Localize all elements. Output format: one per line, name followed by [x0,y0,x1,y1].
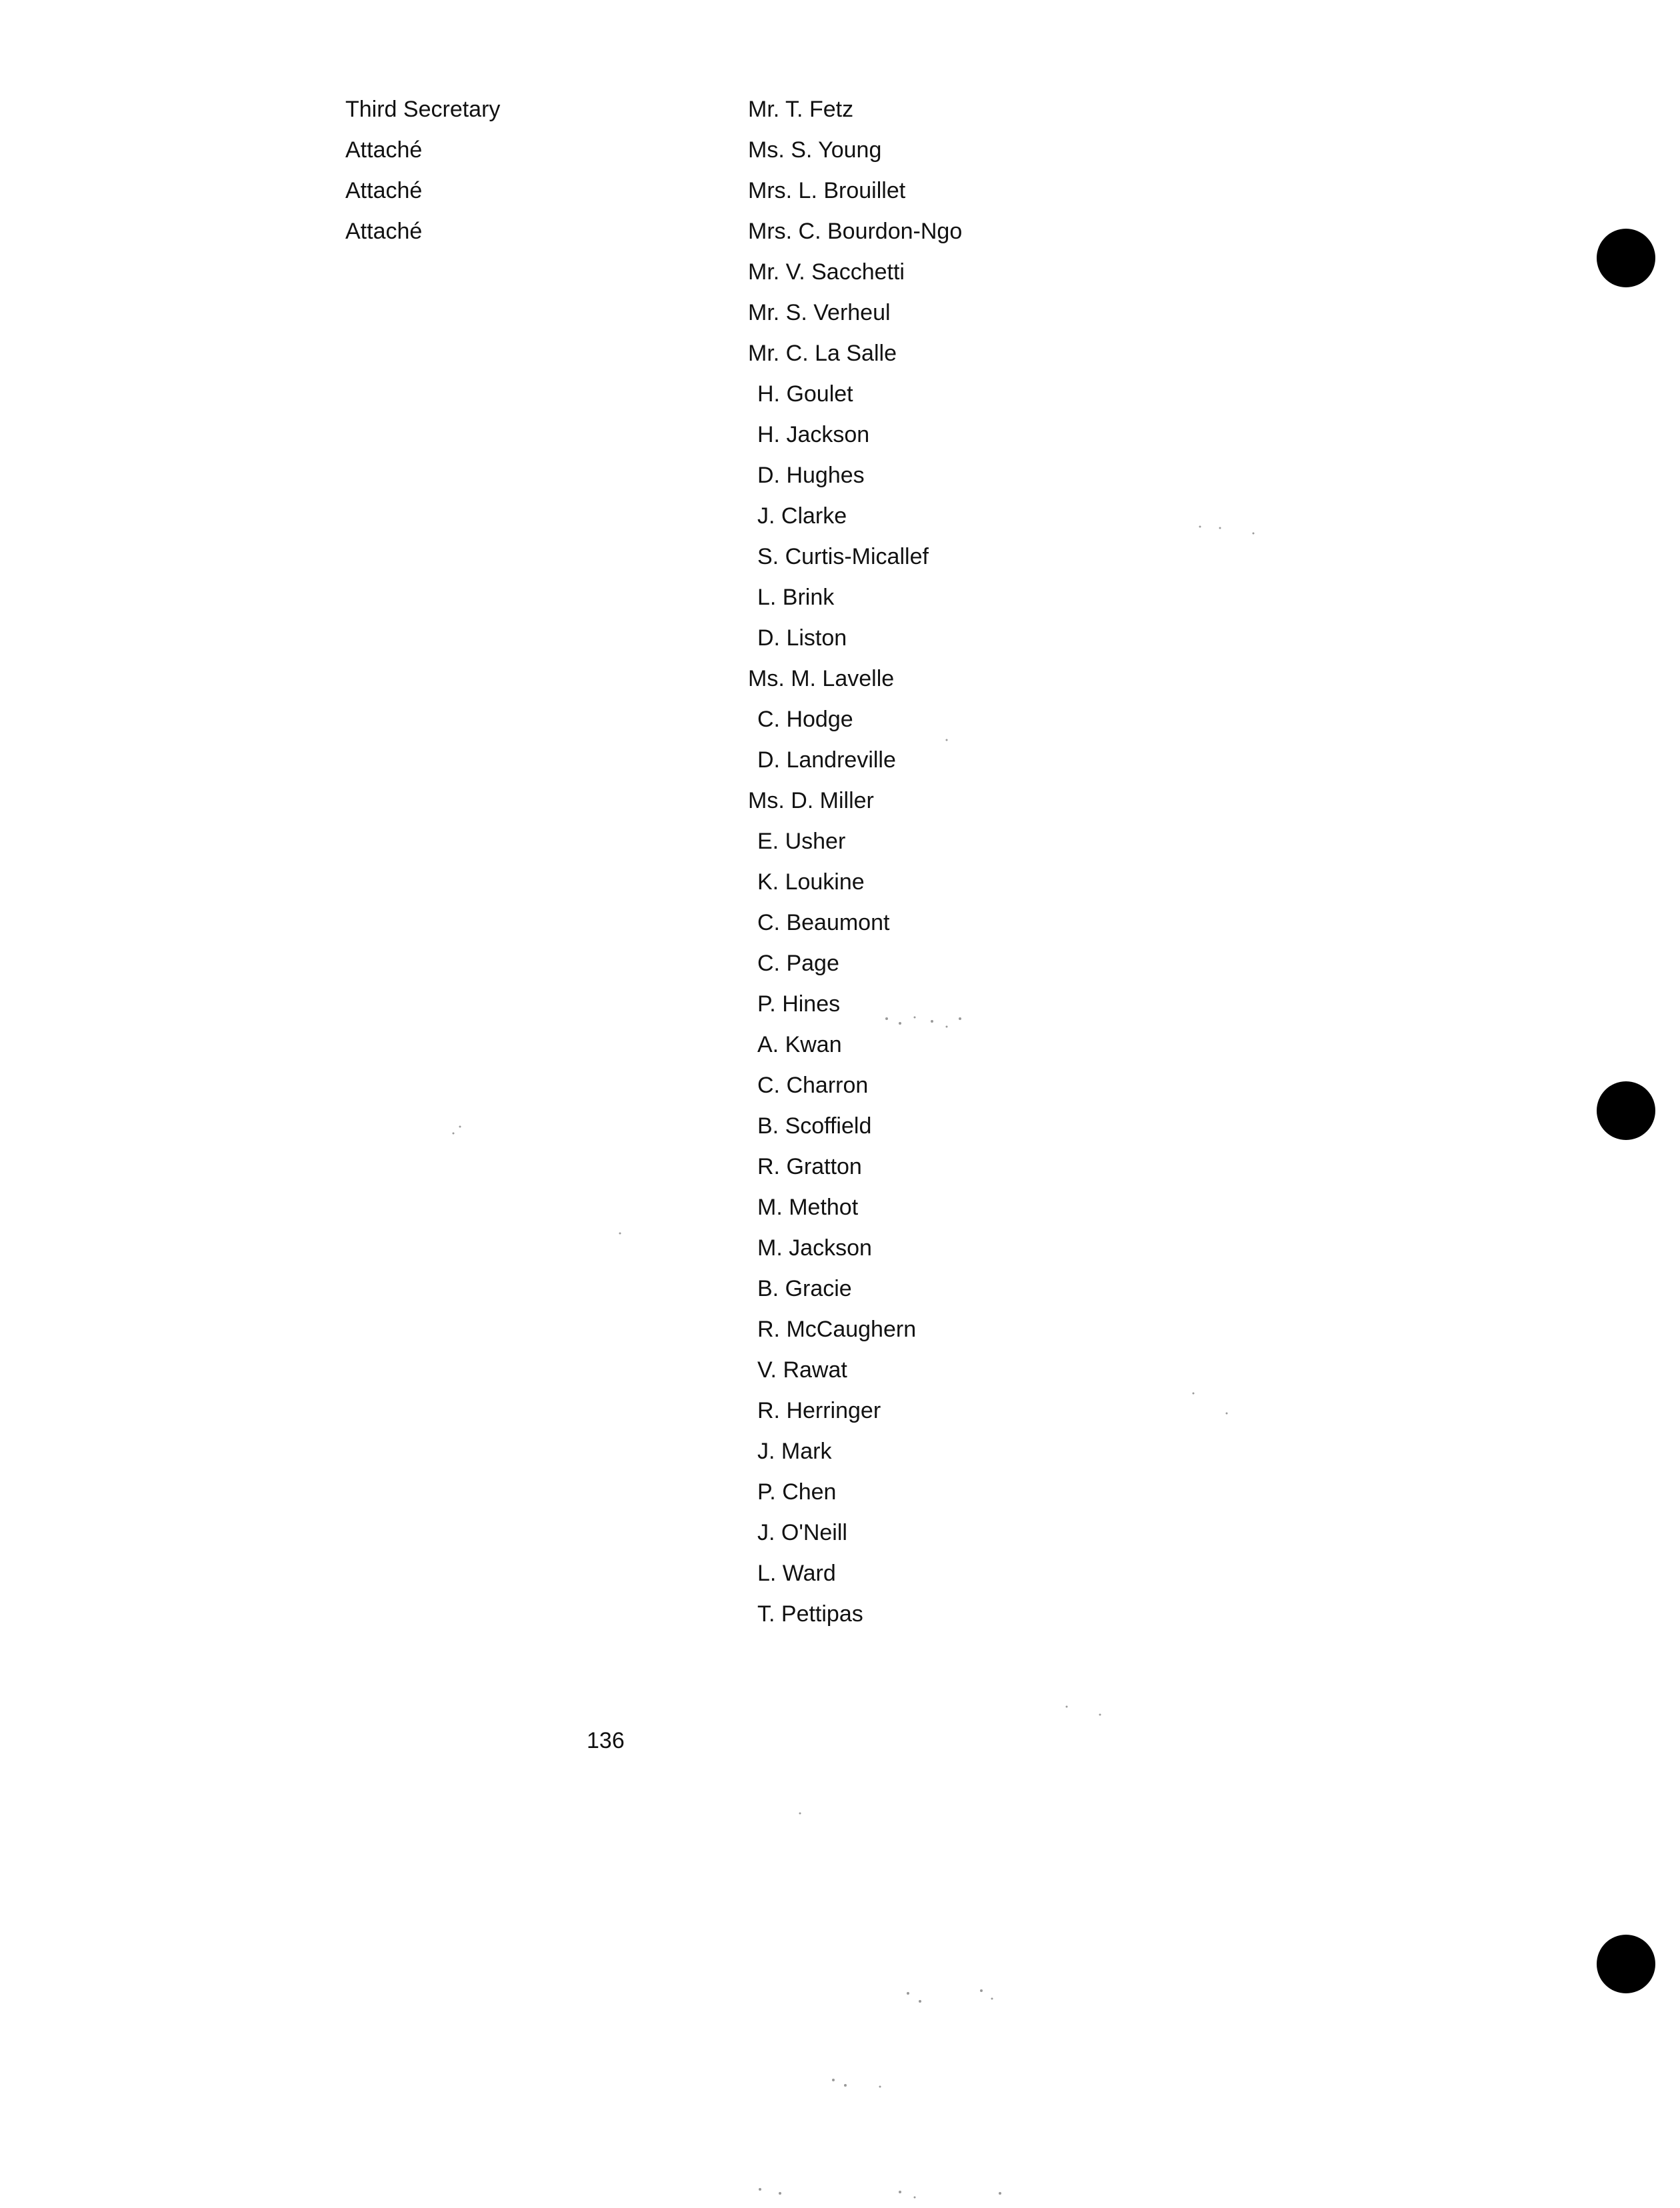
name-item: Mr. V. Sacchetti [748,259,905,285]
name-item: J. Mark [757,1439,832,1464]
name-item: Mr. T. Fetz [748,97,854,122]
name-item: C. Beaumont [757,910,890,935]
name-item: P. Hines [757,991,841,1017]
title-item: Attaché [345,178,423,203]
name-item: Ms. M. Lavelle [748,666,895,691]
name-item: B. Gracie [757,1276,852,1301]
name-item: Ms. D. Miller [748,788,874,813]
name-item: V. Rawat [757,1357,847,1383]
name-column [748,89,962,1635]
name-item: Mr. C. La Salle [748,341,897,366]
name-item: J. O'Neill [757,1520,847,1545]
name-item: L. Brink [757,585,835,610]
punch-hole-middle [1597,1081,1655,1140]
name-item: C. Page [757,951,839,976]
name-item: R. Herringer [757,1398,881,1423]
name-item: C. Charron [757,1073,869,1098]
punch-hole-top [1597,229,1655,287]
name-item: Ms. S. Young [748,137,882,163]
name-item: B. Scoffield [757,1113,872,1139]
name-item: D. Landreville [757,747,896,773]
punch-hole-bottom [1597,1935,1655,1993]
name-item: C. Hodge [757,707,853,732]
name-item: D. Liston [757,625,847,651]
name-item: Mrs. C. Bourdon-Ngo [748,219,963,244]
name-item: E. Usher [757,829,846,854]
name-item: Mr. S. Verheul [748,300,891,325]
name-item: M. Methot [757,1195,859,1220]
title-item: Attaché [345,137,423,163]
name-item: P. Chen [757,1479,837,1505]
name-item: D. Hughes [757,463,865,488]
name-item: M. Jackson [757,1235,872,1261]
name-item: Mrs. L. Brouillet [748,178,906,203]
name-item: K. Loukine [757,869,865,895]
title-item: Third Secretary [345,97,501,122]
name-item: T. Pettipas [757,1601,863,1627]
name-item: L. Ward [757,1561,836,1586]
name-item: R. Gratton [757,1154,862,1179]
title-item: Attaché [345,219,423,244]
name-item: H. Goulet [757,381,853,407]
name-item: S. Curtis-Micallef [757,544,929,569]
page-number: 136 [587,1728,625,1753]
title-column [345,89,500,252]
name-item: J. Clarke [757,503,847,529]
name-item: H. Jackson [757,422,870,447]
name-item: R. McCaughern [757,1317,917,1342]
name-item: A. Kwan [757,1032,842,1057]
